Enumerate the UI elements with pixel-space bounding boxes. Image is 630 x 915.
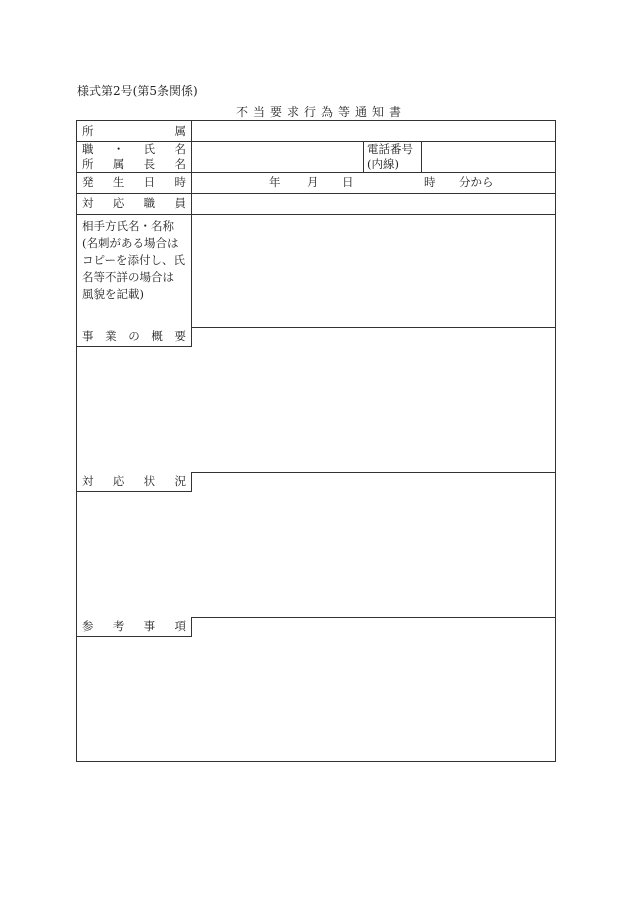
name-field[interactable]: [195, 143, 359, 170]
day-unit: 日: [342, 175, 354, 189]
reference-field[interactable]: [81, 641, 553, 759]
form-number: 様式第2号(第5条関係): [77, 84, 198, 98]
row-divider: [77, 172, 555, 173]
business-overview-label-box: [76, 327, 192, 347]
affiliation-label: 所 属: [82, 124, 186, 138]
year-unit: 年: [269, 175, 281, 189]
row-divider: [77, 193, 555, 194]
month-unit: 月: [307, 175, 319, 189]
business-overview-label: 事 業 の 概 要: [82, 329, 186, 343]
reference-label: 参 考 事 項: [82, 619, 186, 633]
phone-number-label: 電話番号: [367, 142, 413, 156]
response-status-field[interactable]: [81, 496, 553, 614]
notification-form-table: [76, 120, 556, 762]
minute-from-unit: 分から: [459, 175, 494, 189]
extension-label: (内線): [367, 157, 399, 171]
document-title: 不当要求行為等通知書: [235, 105, 406, 119]
business-overview-field[interactable]: [81, 351, 553, 469]
datetime-label: 発 生 日 時: [82, 175, 186, 189]
response-status-label: 対 応 状 況: [82, 474, 186, 488]
supervisor-name-label: 所 属 長 名: [82, 157, 186, 171]
response-status-label-box: [76, 472, 192, 492]
counterparty-field[interactable]: [195, 217, 553, 324]
phone-label: [367, 142, 419, 172]
label-column-divider: [191, 121, 192, 327]
counterparty-label: 相手方氏名・名称 (名刺がある場合は コピーを添付し、氏 名等不詳の場合は 風貌を記載): [82, 219, 186, 301]
hour-unit: 時: [424, 175, 436, 189]
affiliation-field[interactable]: [195, 123, 553, 139]
staff-label: 対 応 職 員: [82, 196, 186, 210]
job-name-label: 職 ・ 氏 名: [82, 142, 186, 156]
phone-label-divider-left: [363, 141, 364, 172]
phone-label-divider-right: [421, 141, 422, 172]
row-divider: [77, 214, 555, 215]
reference-label-box: [76, 617, 192, 637]
phone-field[interactable]: [425, 143, 553, 170]
staff-field[interactable]: [195, 196, 553, 212]
name-label: [82, 142, 186, 172]
